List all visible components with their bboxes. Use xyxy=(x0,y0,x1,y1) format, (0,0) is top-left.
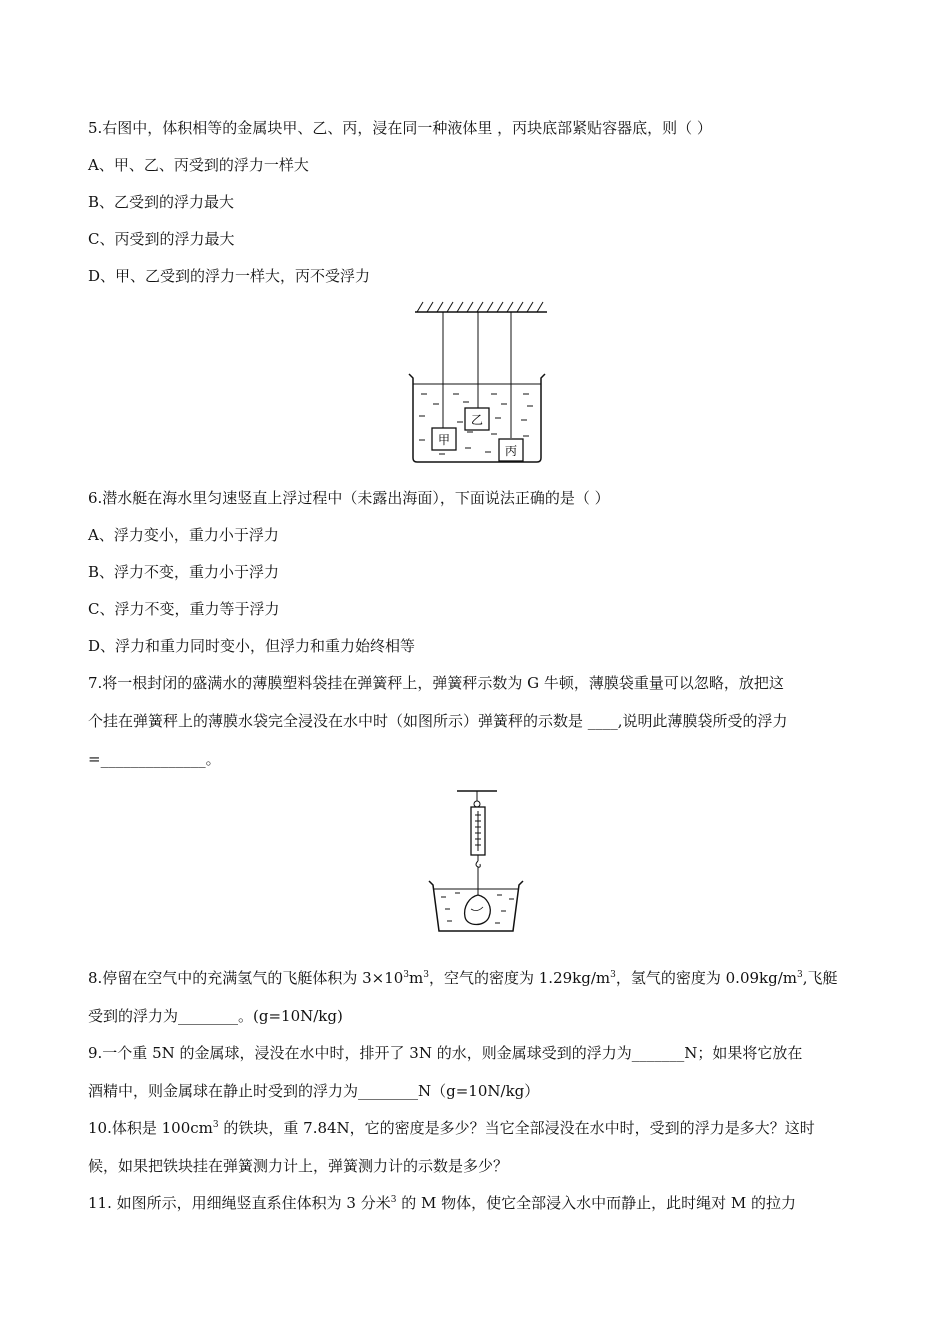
q5-option-d: D、甲、乙受到的浮力一样大，丙不受浮力 xyxy=(88,267,371,285)
q7-line-3: =______________。 xyxy=(88,750,221,768)
q6-option-a: A、浮力变小，重力小于浮力 xyxy=(88,526,279,544)
block-bing-label: 丙 xyxy=(504,444,518,458)
q5-stem: 5.右图中，体积相等的金属块甲、乙、丙，浸在同一种液体里 ，丙块底部紧贴容器底，则（ ） xyxy=(88,119,712,137)
block-yi-label: 乙 xyxy=(470,413,484,427)
q8-line-1: 8.停留在空气中的充满氢气的飞艇体积为 $3\times 10^3m^3$，空气的密度为 $1.29kg/m^3$，氢气的密度为 $0.09kg/m^3$,飞艇 xyxy=(88,969,838,987)
q11-line-1: 11. 如图所示，用细绳竖直系住体积为 3 分米$^3$ 的 M 物体，使它全部浸入水中而静止，此时绳对 M 的拉力 xyxy=(88,1194,797,1212)
q5-figure-beaker xyxy=(405,300,555,468)
q6-option-c: C、浮力不变，重力等于浮力 xyxy=(88,600,280,618)
q9-line-2: 酒精中，则金属球在静止时受到的浮力为________N（g=10N/kg） xyxy=(88,1082,540,1100)
q7-line-2: 个挂在弹簧秤上的薄膜水袋完全浸没在水中时（如图所示）弹簧秤的示数是 ____,说明此薄膜袋所受的浮力 xyxy=(88,712,788,730)
q6-option-b: B、浮力不变，重力小于浮力 xyxy=(88,563,280,581)
q7-figure-spring-scale xyxy=(425,785,527,935)
q7-line-1: 7.将一根封闭的盛满水的薄膜塑料袋挂在弹簧秤上，弹簧秤示数为 G 牛顿，薄膜袋重量可以忽略，放把这 xyxy=(88,674,784,692)
q5-option-c: C、丙受到的浮力最大 xyxy=(88,230,235,248)
q5-option-a: A、甲、乙、丙受到的浮力一样大 xyxy=(88,156,309,174)
q6-stem: 6.潜水艇在海水里匀速竖直上浮过程中（未露出海面），下面说法正确的是（ ） xyxy=(88,489,610,507)
q6-option-d: D、浮力和重力同时变小，但浮力和重力始终相等 xyxy=(88,637,416,655)
q10-line-2: 候，如果把铁块挂在弹簧测力计上，弹簧测力计的示数是多少？ xyxy=(88,1157,509,1175)
block-jia-label: 甲 xyxy=(437,433,451,447)
q8-line-2: 受到的浮力为________。(g=10N/kg) xyxy=(88,1007,343,1025)
q10-line-1: 10.体积是 $100cm^3$ 的铁块，重 7.84N，它的密度是多少？当它全部浸没在水中时，受到的浮力是多大？这时 xyxy=(88,1119,815,1137)
q9-line-1: 9.一个重 5N 的金属球，浸没在水中时，排开了 3N 的水，则金属球受到的浮力为_______N；如果将它放在 xyxy=(88,1044,803,1062)
q5-option-b: B、乙受到的浮力最大 xyxy=(88,193,235,211)
